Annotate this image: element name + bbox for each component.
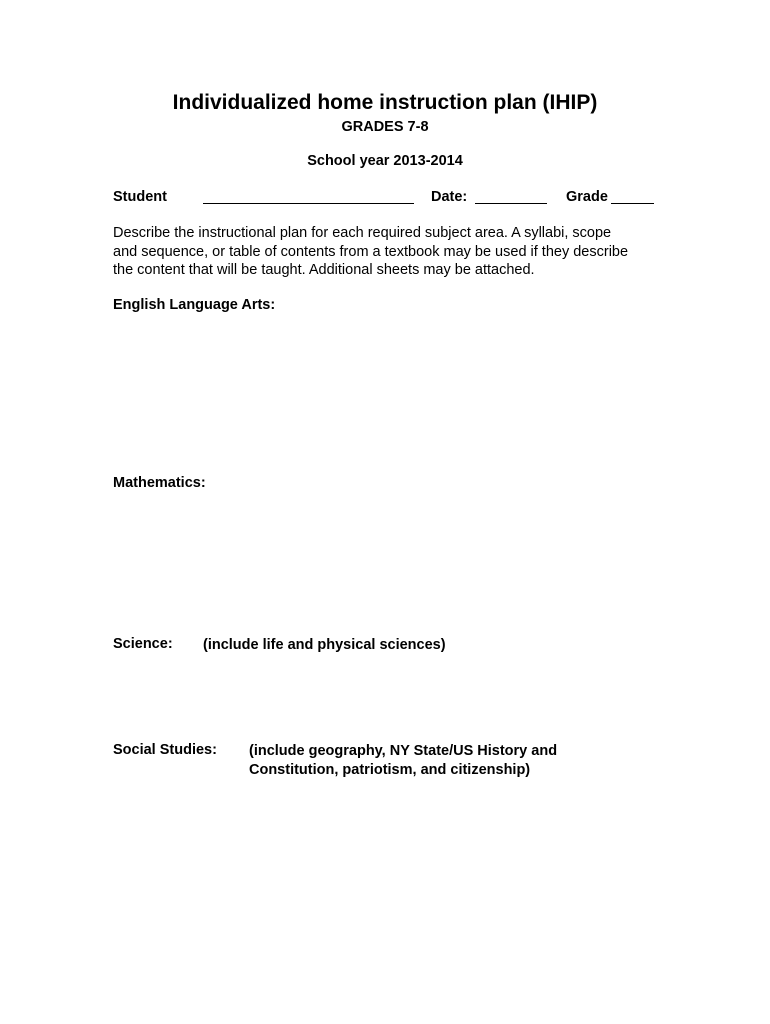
date-label: Date: [431, 189, 468, 205]
grade-label: Grade [566, 189, 608, 205]
school-year: School year 2013-2014 [307, 153, 463, 169]
social-studies-note-line: Constitution, patriotism, and citizenship) [249, 761, 531, 778]
student-label: Student [113, 189, 167, 205]
date-field[interactable] [475, 203, 547, 204]
instructions-line: Describe the instructional plan for each required subject area. A syllabi, scope [113, 225, 612, 241]
science-note: (include life and physical sciences) [203, 637, 446, 653]
instructions-line: the content that will be taught. Additional sheets may be attached. [113, 262, 535, 278]
social-studies-label: Social Studies: [113, 742, 217, 758]
document-title: Individualized home instruction plan (IHIP) [172, 91, 598, 114]
grades-subtitle: GRADES 7-8 [341, 119, 429, 135]
instructions-line: and sequence, or table of contents from a textbook may be used if they describe [113, 243, 629, 260]
student-field[interactable] [203, 203, 414, 204]
social-studies-note [249, 742, 557, 779]
ela-label: English Language Arts: [113, 297, 276, 313]
science-label: Science: [113, 636, 173, 652]
math-label: Mathematics: [113, 475, 206, 491]
social-studies-note-line: (include geography, NY State/US History and [249, 743, 558, 759]
instructions-paragraph [113, 224, 673, 280]
grade-field[interactable] [611, 203, 654, 204]
